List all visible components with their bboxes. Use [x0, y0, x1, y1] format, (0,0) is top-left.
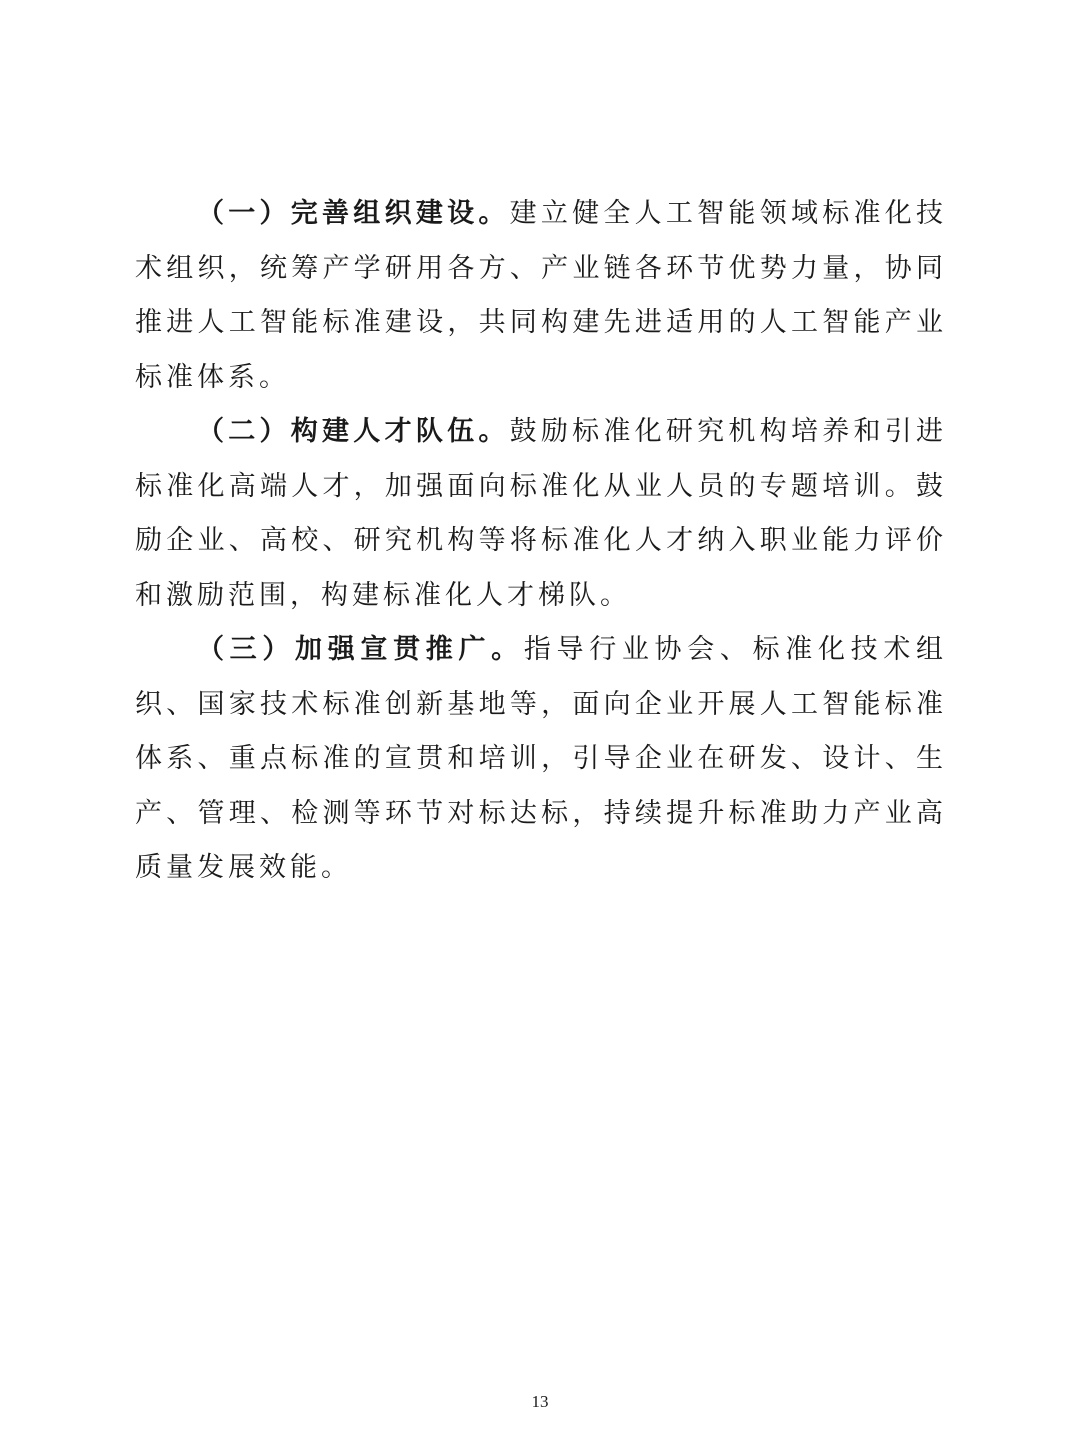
paragraph-organization	[135, 187, 947, 405]
document-body	[135, 187, 947, 896]
paragraph-heading: （二）构建人才队伍。	[197, 416, 510, 447]
paragraph-promotion	[135, 623, 947, 896]
paragraph-heading: （三）加强宣贯推广。	[197, 634, 524, 665]
paragraph-talent	[135, 405, 947, 623]
page-number: 13	[531, 1392, 549, 1411]
paragraph-body: 指导行业协会、标准化技术组织、国家技术标准创新基地等，面向企业开展人工智能标准体系、重点标准的宣贯和培训，引导企业在研发、设计、生产、管理、检测等环节对标达标，持续提升标准助力产业高质量发展效能。	[135, 634, 948, 883]
paragraph-heading: （一）完善组织建设。	[197, 198, 510, 229]
paragraph-body: 建立健全人工智能领域标准化技术组织，统筹产学研用各方、产业链各环节优势力量，协同推进人工智能标准建设，共同构建先进适用的人工智能产业标准体系。	[135, 198, 948, 393]
paragraph-body: 鼓励标准化研究机构培养和引进标准化高端人才，加强面向标准化从业人员的专题培训。鼓励企业、高校、研究机构等将标准化人才纳入职业能力评价和激励范围，构建标准化人才梯队。	[135, 416, 948, 611]
